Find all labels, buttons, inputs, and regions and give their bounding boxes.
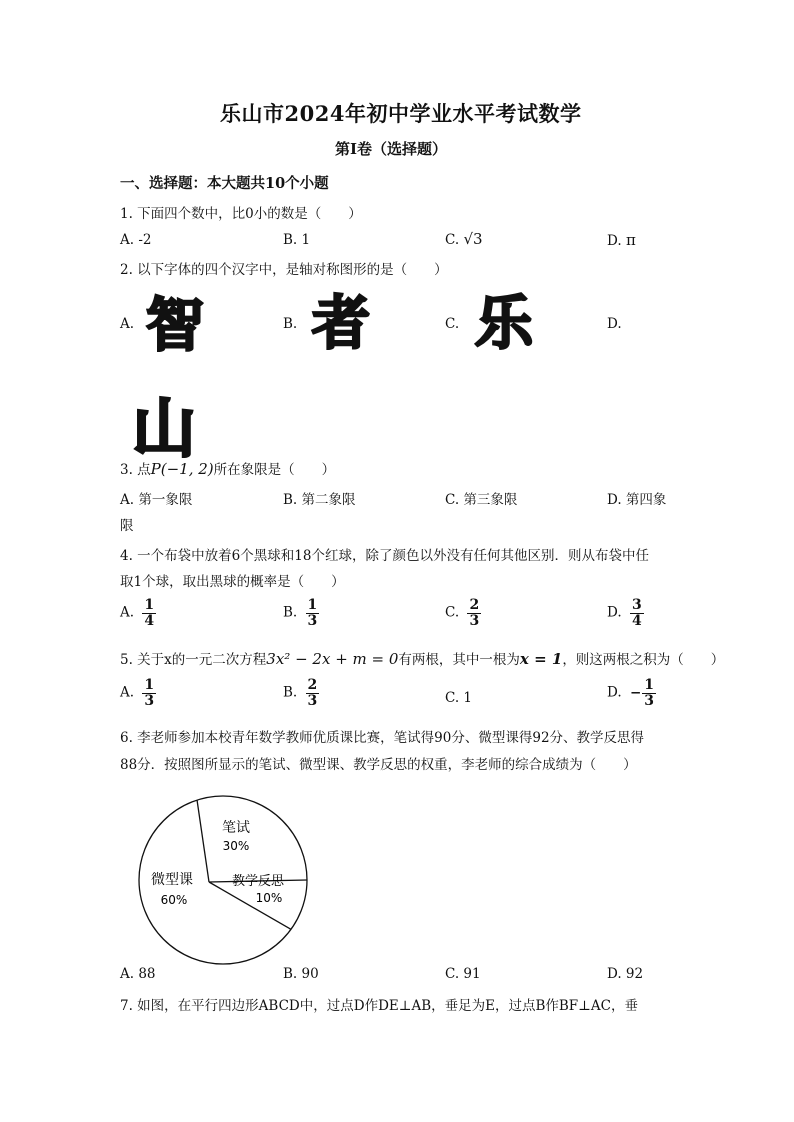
q5-fraction-b — [306, 678, 320, 708]
q5-label-b: B. — [283, 684, 298, 701]
q5-stem-suffix: ，则这两根之积为（ ） — [562, 652, 725, 668]
pie-value-written-test: 30% — [222, 839, 250, 853]
q1-option-a: A. -2 — [120, 232, 152, 248]
q5-d-sign: − — [629, 685, 642, 702]
question-7-stem: 7. 如图，在平行四边形ABCD中，过点D作DE⊥AB，垂足为E，过点B作BF⊥AC，垂 — [120, 998, 638, 1014]
q5-a-den: 3 — [144, 692, 155, 709]
q4-b-den: 3 — [307, 612, 318, 629]
pie-value-micro-lesson: 60% — [160, 893, 188, 907]
page-title: 乐山市2024年初中学业水平考试数学 — [220, 101, 582, 126]
q2-label-c: C. — [445, 316, 460, 332]
q4-option-a — [120, 598, 156, 628]
q2-label-b: B. — [283, 316, 298, 332]
q4-label-d: D. — [607, 604, 622, 621]
q1-option-c-math: √3 — [463, 230, 483, 248]
q5-option-a — [120, 678, 156, 708]
pie-slice-boundary-1 — [197, 800, 209, 882]
q5-option-b — [283, 678, 319, 708]
q2-glyph-c — [472, 290, 536, 354]
q3-option-c: C. 第三象限 — [445, 492, 518, 508]
q1-option-d-math: π — [625, 231, 636, 249]
pie-label-reflection: 教学反思 — [231, 874, 285, 889]
question-4-line1: 4. 一个布袋中放着6个黑球和18个红球，除了颜色以外没有任何其他区别．则从布袋中任 — [120, 548, 649, 564]
q1-option-c-label: C. — [445, 232, 464, 248]
section-heading: 一、选择题：本大题共10个小题 — [120, 175, 329, 192]
q4-option-c — [445, 598, 481, 628]
q1-option-d-label: D. — [607, 233, 626, 249]
q4-a-num: 1 — [144, 597, 155, 613]
question-1-stem: 1. 下面四个数中，比0小的数是（ ） — [120, 206, 362, 222]
question-3-stem — [120, 458, 335, 478]
pie-value-reflection: 10% — [255, 891, 283, 905]
q4-option-b — [283, 598, 319, 628]
q3-option-d: D. 第四象 — [607, 492, 667, 508]
q5-d-num: 1 — [644, 677, 654, 693]
q5-d-den: 3 — [644, 692, 654, 709]
q3-option-a: A. 第一象限 — [120, 492, 193, 508]
q5-label-d: D. — [607, 684, 622, 701]
q5-root: x = 1 — [519, 650, 563, 668]
q5-b-den: 3 — [307, 692, 318, 709]
question-4-line2: 取1个球，取出黑球的概率是（ ） — [120, 574, 345, 590]
q5-stem-prefix: 5. 关于x的一元二次方程 — [120, 652, 267, 668]
q6-option-a: A. 88 — [120, 966, 156, 982]
q5-stem-mid: 有两根，其中一根为 — [398, 652, 520, 668]
q6-option-b: B. 90 — [283, 966, 319, 982]
q5-label-a: A. — [120, 684, 135, 701]
q4-label-b: B. — [283, 604, 298, 621]
q2-glyph-b — [309, 290, 373, 354]
q4-option-d — [607, 598, 644, 628]
q4-label-c: C. — [445, 604, 460, 621]
q3-stem-suffix: 所在象限是（ ） — [213, 462, 336, 478]
q4-fraction-b — [306, 598, 320, 628]
q2-glyph-d — [130, 392, 198, 460]
q5-b-num: 2 — [307, 677, 318, 693]
q2-label-a: A. — [120, 316, 135, 332]
pie-chart — [128, 790, 318, 970]
q2-glyph-c-char: 乐 — [474, 290, 534, 354]
q1-option-c — [445, 230, 483, 248]
q3-option-b: B. 第二象限 — [283, 492, 356, 508]
q5-equation: 3x² − 2x + m = 0 — [266, 650, 399, 668]
question-2-stem: 2. 以下字体的四个汉字中，是轴对称图形的是（ ） — [120, 262, 448, 278]
q2-glyph-a-char: 智 — [145, 292, 205, 356]
pie-slice-boundary-3 — [209, 882, 291, 929]
question-6-line1: 6. 李老师参加本校青年数学教师优质课比赛，笔试得90分、微型课得92分、教学反思得 — [120, 730, 645, 746]
q5-option-d — [607, 678, 656, 708]
q4-fraction-a — [142, 598, 156, 628]
q4-b-num: 1 — [307, 597, 318, 613]
q4-fraction-d — [630, 598, 644, 628]
q4-label-a: A. — [120, 604, 135, 621]
q6-option-d: D. 92 — [607, 966, 644, 982]
q3-stem-prefix: 3. 点 — [120, 462, 151, 478]
q4-d-den: 4 — [631, 612, 642, 629]
q1-option-d — [607, 231, 636, 249]
q3-option-d-wrap: 限 — [120, 518, 134, 534]
q4-c-num: 2 — [469, 597, 480, 613]
q5-option-c: C. 1 — [445, 690, 473, 706]
q3-point: P(−1, 2) — [150, 460, 214, 478]
question-6-line2: 88分．按照图所显示的笔试、微型课、教学反思的权重，李老师的综合成绩为（ ） — [120, 757, 637, 773]
q2-glyph-b-char: 者 — [311, 290, 371, 354]
q4-c-den: 3 — [469, 612, 480, 629]
pie-label-written-test: 笔试 — [222, 820, 250, 836]
q5-fraction-a — [142, 678, 156, 708]
question-5-stem — [120, 648, 724, 668]
q4-fraction-c — [467, 598, 481, 628]
q2-glyph-d-char: 山 — [132, 392, 196, 460]
q5-fraction-d — [642, 678, 656, 708]
q1-option-b: B. 1 — [283, 232, 311, 248]
q4-a-den: 4 — [144, 612, 155, 629]
q2-label-d: D. — [607, 316, 622, 332]
paper-subtitle: 第Ⅰ卷（选择题） — [335, 140, 448, 158]
q5-a-num: 1 — [144, 677, 155, 693]
pie-label-micro-lesson: 微型课 — [151, 872, 193, 888]
q2-glyph-a — [143, 292, 207, 356]
q6-option-c: C. 91 — [445, 966, 481, 982]
q4-d-num: 3 — [631, 597, 642, 613]
